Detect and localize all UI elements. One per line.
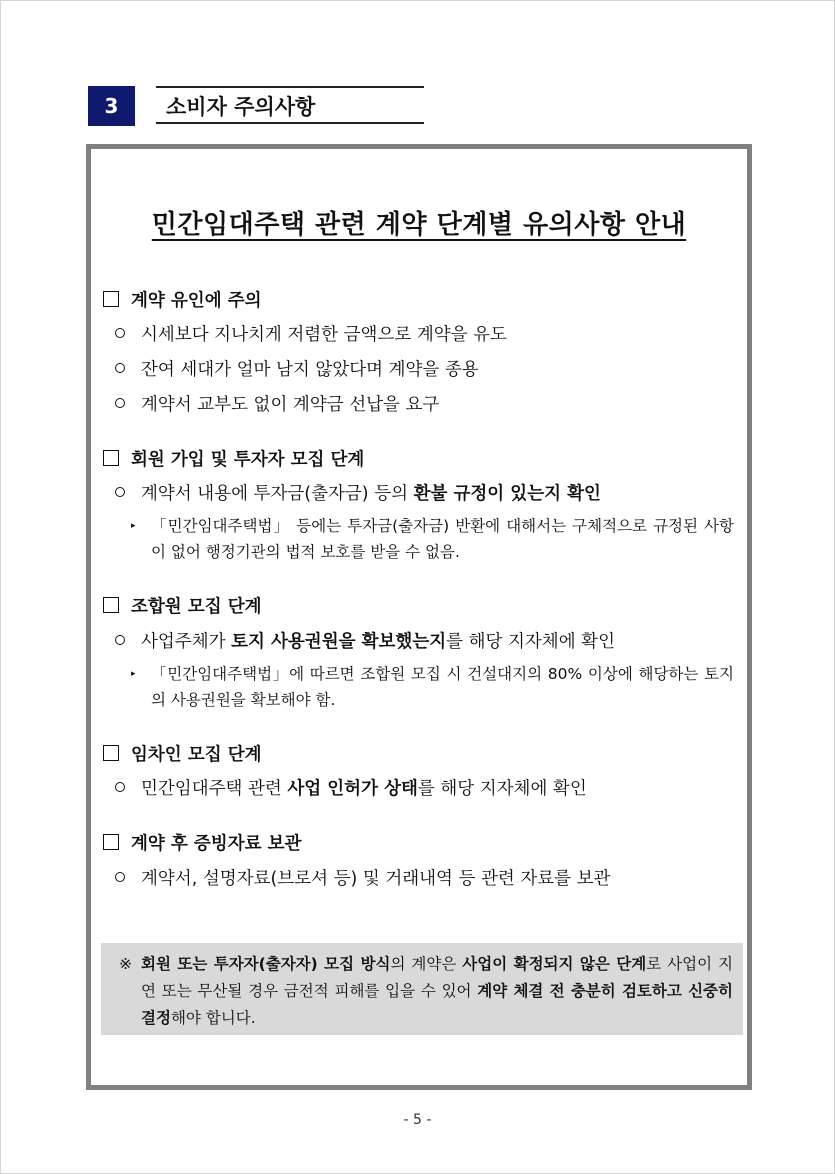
circle-bullet-icon: [115, 328, 125, 338]
circle-bullet-icon: [115, 363, 125, 373]
page-number: - 5 -: [403, 1112, 432, 1128]
bullet-item: 계약서, 설명자료(브로셔 등) 및 거래내역 등 관련 자료를 보관: [115, 865, 610, 890]
content-box: [86, 144, 752, 1090]
checkbox-square-icon: [103, 291, 119, 307]
heading-investor-recruitment: 회원 가입 및 투자자 모집 단계: [103, 446, 364, 471]
circle-bullet-icon: [115, 635, 125, 645]
circle-bullet-icon: [115, 782, 125, 792]
checkbox-square-icon: [103, 450, 119, 466]
bullet-item: 계약서 교부도 없이 계약금 선납을 요구: [115, 391, 439, 416]
section-title: 소비자 주의사항: [156, 86, 424, 124]
section-number-badge: 3: [88, 86, 135, 126]
warning-note: [101, 943, 743, 1035]
main-title: 민간임대주택 관련 계약 단계별 유의사항 안내: [151, 210, 687, 240]
triangle-bullet-icon: ▸: [131, 521, 136, 531]
heading-tenant-recruitment: 임차인 모집 단계: [103, 741, 262, 766]
sub-note: ▸ 「민간임대주택법」 등에는 투자금(출자금) 반환에 대해서는 구체적으로 규정된 사항이 없어 행정기관의 법적 보호를 받을 수 없음.: [129, 513, 734, 565]
bullet-item: 시세보다 지나치게 저렴한 금액으로 계약을 유도: [115, 321, 507, 346]
circle-bullet-icon: [115, 487, 125, 497]
reference-mark-icon: ※: [119, 955, 132, 973]
checkbox-square-icon: [103, 597, 119, 613]
heading-contract-inducement: 계약 유인에 주의: [103, 287, 262, 312]
bullet-item: 잔여 세대가 얼마 남지 않았다며 계약을 종용: [115, 356, 479, 381]
checkbox-square-icon: [103, 834, 119, 850]
sub-note: ▸ 「민간임대주택법」에 따르면 조합원 모집 시 건설대지의 80% 이상에 해당하는 토지의 사용권원을 확보해야 함.: [129, 661, 734, 713]
bullet-item: 계약서 내용에 투자금(출자금) 등의 환불 규정이 있는지 확인: [115, 480, 601, 505]
checkbox-square-icon: [103, 745, 119, 761]
bullet-item: 사업주체가 토지 사용권원을 확보했는지를 해당 지자체에 확인: [115, 628, 615, 653]
warning-note-text: 회원 또는 투자자(출자자) 모집 방식의 계약은 사업이 확정되지 않은 단계로 사업이 지연 또는 무산될 경우 금전적 피해를 입을 수 있어 계약 체결 전 충분히 검토하고 신중히 결정해야 합니다.: [141, 955, 733, 1027]
triangle-bullet-icon: ▸: [131, 669, 136, 679]
heading-member-recruitment: 조합원 모집 단계: [103, 593, 262, 618]
circle-bullet-icon: [115, 398, 125, 408]
circle-bullet-icon: [115, 872, 125, 882]
heading-keep-evidence: 계약 후 증빙자료 보관: [103, 830, 301, 855]
bullet-item: 민간임대주택 관련 사업 인허가 상태를 해당 지자체에 확인: [115, 775, 587, 800]
